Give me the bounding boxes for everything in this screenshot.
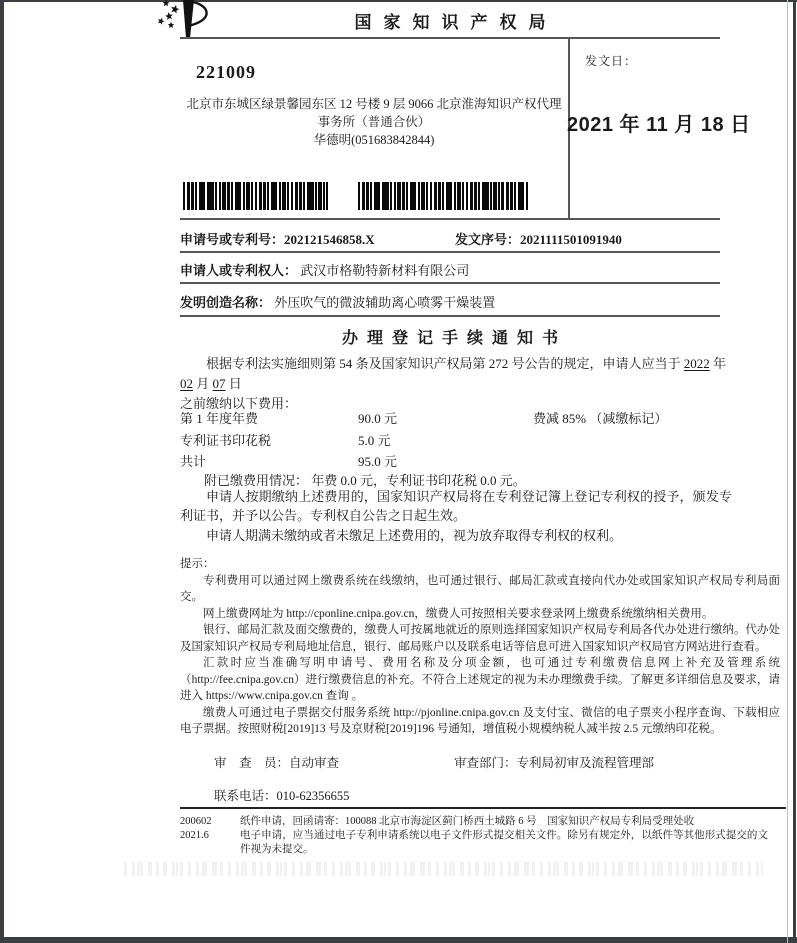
app-no-value: 202121546858.X [284, 232, 375, 247]
footnote-text [240, 815, 768, 857]
fee-amount: 90.0 元 [358, 411, 398, 426]
fee-amount: 5.0 元 [358, 433, 391, 448]
row-rule-3 [180, 315, 720, 317]
form-code: 200602 [180, 816, 212, 827]
header-rule [180, 37, 720, 39]
barcode-rule [180, 218, 720, 220]
applicant-label: 申请人或专利权人： [180, 263, 298, 278]
fee-amount: 95.0 元 [358, 454, 398, 469]
intro-seg1: 根据专利法实施细则第 54 条及国家知识产权局第 272 号公告的规定，申请人应当于 [206, 356, 684, 371]
scan-ghost-artifact [124, 862, 764, 876]
intro-paragraph [180, 354, 732, 414]
scan-edge-top [0, 0, 797, 2]
addressee-line2: 事务所（普通合伙） [317, 115, 431, 129]
applicant-value: 武汉市格勒特新材料有限公司 [300, 263, 470, 278]
scan-edge-right [793, 0, 796, 943]
forfeit-paragraph: 申请人期满未缴纳或者未缴足上述费用的，视为放弃取得专利权的权利。 [206, 528, 623, 543]
tips-section [180, 556, 780, 738]
due-month: 02 [180, 376, 193, 391]
phone-value: 010-62356655 [276, 789, 350, 803]
tip-item: 汇款时应当准确写明申请号、费用名称及分项金额，也可通过专利缴费信息网上补充及管理系统（http://fee.cnipa.gov.cn）进行缴费信息的补充。不符合上述规定的视为未办理缴费手续。了解更多详细信息及要求，请进入 https://www.cnipa.gov.cn 查询 。 [180, 657, 780, 702]
intro-line1 [180, 354, 732, 394]
examiner-value: 自动审查 [289, 756, 340, 770]
due-year: 2022 [683, 356, 710, 371]
field-row-invention [180, 292, 740, 311]
due-day: 07 [212, 376, 226, 391]
footnote-line1: 纸件申请，回函请寄：100088 北京市海淀区蓟门桥西土城路 6 号 国家知识产权局专利局受理处收 [240, 816, 695, 827]
month-unit: 月 [193, 376, 213, 391]
fee-row-annual [180, 408, 740, 427]
barcode-left [183, 182, 328, 210]
dept-group [454, 753, 654, 771]
addressee-line1: 北京市东城区绿景馨园东区 12 号楼 9 层 9066 北京淮海知识产权代理 [186, 97, 562, 111]
serial-value: 2021111501091940 [520, 232, 622, 247]
fee-reduction-note: 费减 85% （减缴标记） [533, 411, 668, 426]
addressee-recipient: 华德明(051683842844) [313, 133, 435, 147]
examiner-row [214, 753, 754, 771]
serial-label: 发文序号： [455, 232, 521, 247]
issue-date-label: 发文日： [585, 54, 638, 68]
scan-edge-bottom [0, 937, 797, 943]
fee-name: 第 1 年度年费 [180, 411, 259, 426]
field-row-applicant [180, 260, 740, 279]
row-rule-2 [180, 282, 720, 284]
invention-value: 外压吹气的微波辅助离心喷雾干燥装置 [274, 295, 496, 310]
invention-label: 发明创造名称： [180, 295, 272, 310]
form-date: 2021.6 [180, 830, 209, 841]
page-right-border [787, 0, 788, 943]
phone-label: 联系电话： [214, 789, 277, 803]
fee-row-stamp-tax [180, 430, 740, 449]
notice-title: 办理登记手续通知书 [341, 330, 567, 347]
dept-label: 审查部门： [454, 756, 517, 770]
tip-item: 缴费人可通过电子票据交付服务系统 http://pjonline.cnipa.gov.cn 及支付宝、微信的电子票夹小程序查询、下载相应电子票据。按照财税[2019]13 号及京财税[2019]196 号通知，增值税小规模纳税人减半按 2.5 元缴纳印花税。 [180, 706, 780, 735]
barcode-right [358, 182, 528, 210]
field-row-application-number [180, 229, 740, 248]
fee-name: 共计 [180, 454, 207, 469]
fee-name: 专利证书印花税 [180, 433, 272, 448]
intro-line2: 之前缴纳以下费用： [180, 396, 298, 411]
examiner-label: 审 查 员： [214, 756, 290, 770]
scan-edge-left [0, 0, 4, 943]
footer-rule [180, 807, 786, 809]
tips-label: 提示： [180, 558, 215, 570]
paid-fees-line: 附已缴费用情况： 年费 0.0 元，专利证书印花税 0.0 元。 [204, 473, 526, 488]
footnote-line2: 电子申请，应当通过电子专利申请系统以电子文件形式提交相关文件。除另有规定外，以纸件等其他形式提交的文件视为未提交。 [240, 830, 768, 855]
fee-row-total [180, 451, 740, 470]
phone-row [214, 786, 754, 804]
issue-date-value: 2021 年 11 月 18 日 [567, 114, 751, 136]
day-unit: 日 [225, 376, 242, 391]
agency-title: 国家知识产权局 [354, 13, 558, 32]
serial-group [455, 229, 622, 248]
dept-value: 专利局初审及流程管理部 [516, 756, 655, 770]
tip-item: 银行、邮局汇款及面交缴费的，缴费人可按属地就近的原则选择国家知识产权局专利局各代办处进行缴纳。代办处及国家知识产权局专利局地址信息，银行、邮局账户以及联系电话等信息可进入国家知识产权局官方网站进行查看。 [180, 624, 780, 653]
year-unit: 年 [709, 356, 727, 371]
tip-item: 网上缴费网址为 http://cponline.cnipa.gov.cn，缴费人可按照相关要求登录网上缴费系统缴纳相关费用。 [203, 607, 714, 620]
grant-paragraph: 申请人按期缴纳上述费用的，国家知识产权局将在专利登记簿上登记专利权的授予，颁发专利证书，并予以公告。专利权自公告之日起生效。 [180, 489, 732, 523]
postcode: 221009 [196, 62, 256, 82]
tip-item: 专利费用可以通过网上缴费系统在线缴纳，也可通过银行、邮局汇款或直接向代办处或国家知识产权局专利局面交。 [180, 574, 780, 603]
app-no-label: 申请号或专利号： [180, 232, 285, 247]
form-code-block [180, 815, 212, 843]
row-rule-1 [180, 251, 720, 253]
